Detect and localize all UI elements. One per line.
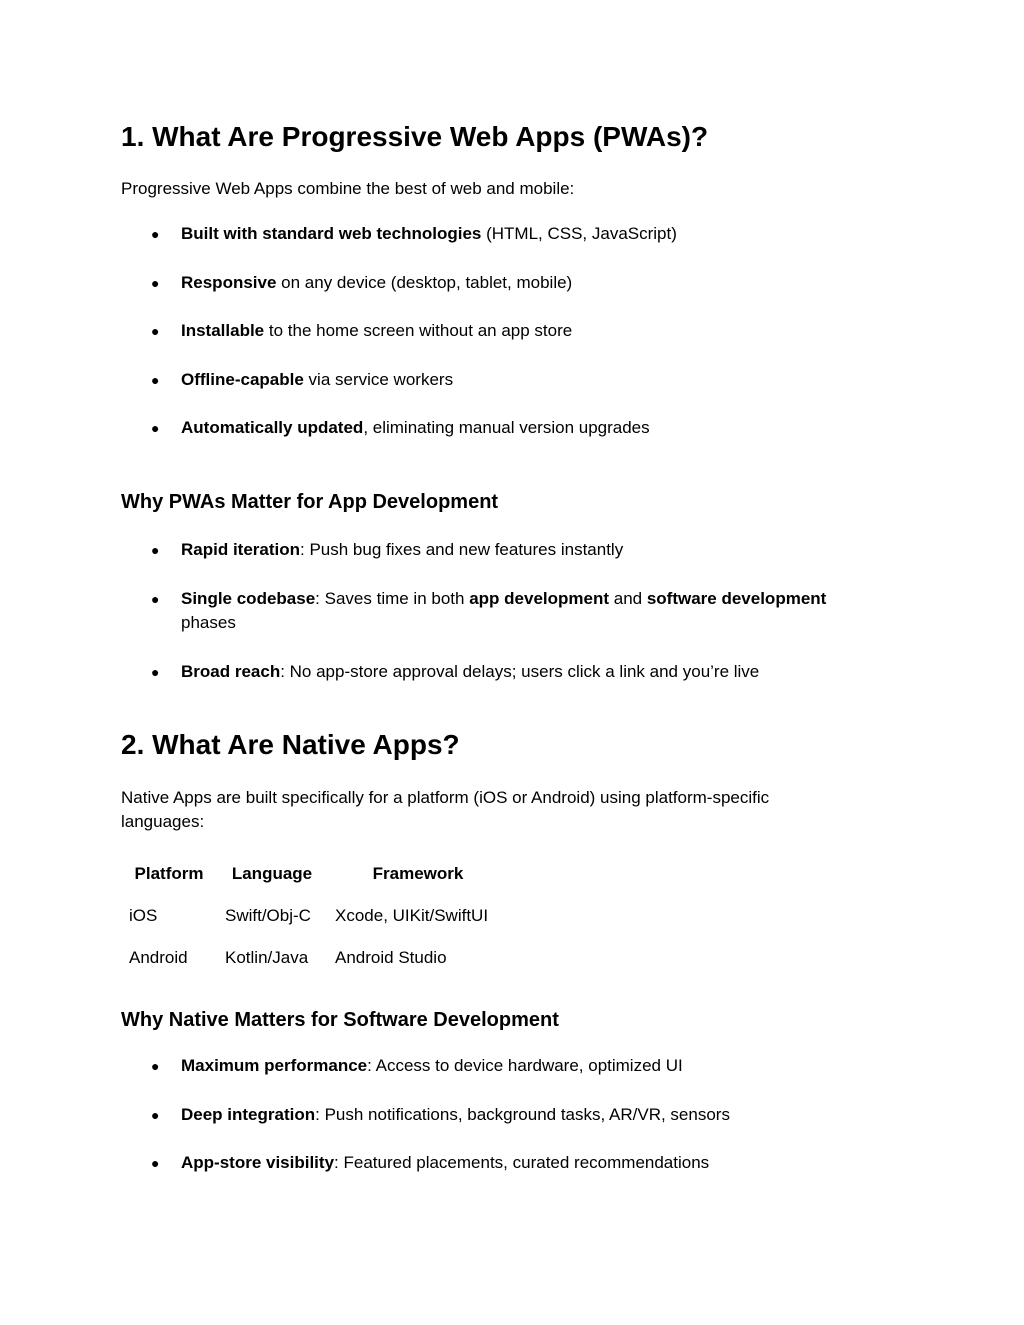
list-item <box>121 319 901 368</box>
section1-title: 1. What Are Progressive Web Apps (PWAs)? <box>121 121 709 152</box>
table-header-framework: Framework <box>372 864 464 883</box>
bullet-bold-text: Offline‑capable <box>181 369 304 389</box>
bullet-bold-text: Responsive <box>181 272 277 292</box>
bullet-icon: ● <box>151 1058 160 1074</box>
bullet-icon: ● <box>151 226 160 242</box>
bullet-text: phases <box>181 612 236 632</box>
section2-title: 2. What Are Native Apps? <box>121 729 460 760</box>
bullet-text: : Featured placements, curated recommendations <box>334 1153 710 1172</box>
bullet-bold-text: App‑store visibility <box>181 1153 335 1172</box>
section2-subheading: Why Native Matters for Software Development <box>121 1009 559 1031</box>
bullet-icon: ● <box>151 420 160 436</box>
bullet-icon: ● <box>151 274 160 291</box>
bullet-bold-text: Single codebase <box>181 588 316 608</box>
table-cell: Android Studio <box>335 948 447 967</box>
bullet-icon: ● <box>151 663 160 680</box>
table-cell: iOS <box>129 906 158 925</box>
bullet-bold-text: Rapid iteration <box>181 540 301 559</box>
bullet-icon: ● <box>151 371 160 388</box>
bullet-text: via service workers <box>303 369 454 389</box>
table-cell: Kotlin/Java <box>225 948 309 967</box>
pwa-why-list <box>121 538 901 684</box>
table-cell: Swift/Obj‑C <box>225 906 311 925</box>
section1-subheading: Why PWAs Matter for App Development <box>121 491 499 513</box>
bullet-icon: ● <box>151 542 160 558</box>
bullet-bold-text: Automatically updated <box>181 418 364 437</box>
bullet-text: on any device (desktop, tablet, mobile) <box>276 272 573 292</box>
table-header-platform: Platform <box>134 864 204 883</box>
bullet-text: to the home screen without an app store <box>264 321 573 340</box>
bullet-text: : Push bug fixes and new features instantly <box>300 540 624 559</box>
list-item <box>121 587 901 660</box>
list-item <box>121 368 901 417</box>
bullet-text: and <box>609 588 647 608</box>
list-item <box>121 222 901 271</box>
bullet-icon: ● <box>151 590 160 607</box>
list-item <box>121 660 901 684</box>
table-header-row <box>121 853 509 895</box>
list-item <box>121 1054 901 1103</box>
bullet-text: : No app‑store approval delays; users click a link and you’re live <box>280 661 760 681</box>
bullet-text: : Saves time in both <box>315 588 470 608</box>
bullet-text: : Push notifications, background tasks, AR/VR, sensors <box>315 1104 730 1124</box>
bullet-icon: ● <box>151 1106 160 1123</box>
bullet-bold-text: Broad reach <box>181 661 281 681</box>
bullet-bold-text: app development <box>469 588 610 608</box>
bullet-icon: ● <box>151 323 160 339</box>
bullet-bold-text: software development <box>646 588 827 608</box>
bullet-bold-text: Deep integration <box>181 1104 316 1124</box>
list-item <box>121 1151 901 1175</box>
section1-intro: Progressive Web Apps combine the best of web and mobile: <box>121 179 575 198</box>
list-item <box>121 271 901 320</box>
table-cell: Xcode, UIKit/SwiftUI <box>335 906 489 925</box>
bullet-bold-text: Maximum performance <box>181 1056 368 1075</box>
platform-table <box>121 853 509 979</box>
table-row <box>121 937 509 979</box>
section2-intro: Native Apps are built specifically for a platform (iOS or Android) using platform‑specific languages: <box>121 788 770 831</box>
table-header-language: Language <box>231 864 313 883</box>
list-item <box>121 1103 901 1152</box>
bullet-text: : Access to device hardware, optimized UI <box>367 1056 683 1075</box>
table-row <box>121 895 509 937</box>
bullet-icon: ● <box>151 1155 160 1171</box>
list-item <box>121 416 901 440</box>
bullet-bold-text: Built with standard web technologies <box>181 224 482 243</box>
native-why-list <box>121 1054 901 1175</box>
list-item <box>121 538 901 587</box>
pwa-features-list <box>121 222 901 440</box>
bullet-text: (HTML, CSS, JavaScript) <box>481 224 677 243</box>
bullet-bold-text: Installable <box>181 321 265 340</box>
bullet-text: , eliminating manual version upgrades <box>363 418 650 437</box>
table-cell: Android <box>129 948 188 967</box>
